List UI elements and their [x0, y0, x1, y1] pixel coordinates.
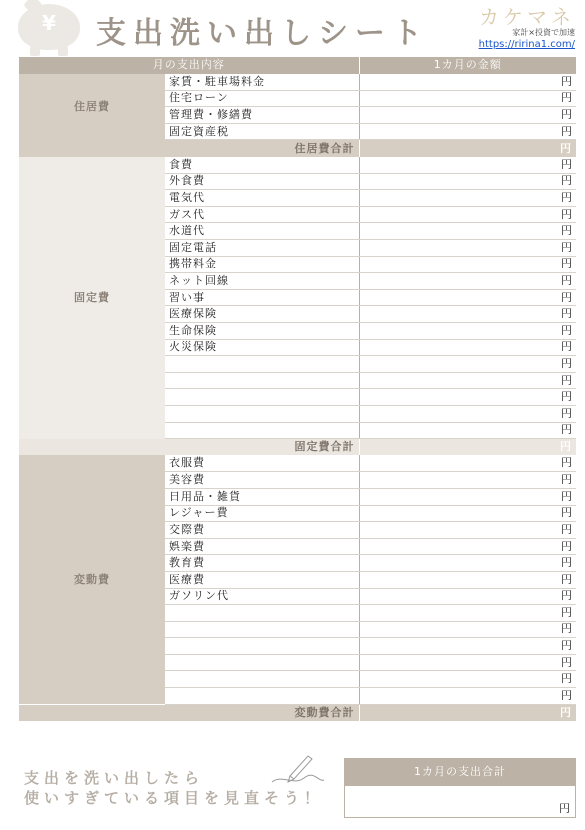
- amount-cell[interactable]: 円: [359, 505, 576, 522]
- expense-item-cell[interactable]: [165, 356, 359, 373]
- subtotal-row: [19, 704, 576, 721]
- expense-item-cell[interactable]: 家賃・駐車場料金: [165, 74, 359, 91]
- expense-item-cell[interactable]: [165, 405, 359, 422]
- expense-item-cell[interactable]: ガソリン代: [165, 588, 359, 605]
- amount-cell[interactable]: 円: [359, 555, 576, 572]
- amount-cell[interactable]: 円: [359, 571, 576, 588]
- category-label: 住居費: [19, 74, 165, 140]
- brand-logo: カケマネ: [479, 5, 575, 29]
- amount-cell[interactable]: 円: [359, 621, 576, 638]
- expense-item-cell[interactable]: [165, 372, 359, 389]
- expense-item-cell[interactable]: [165, 389, 359, 406]
- brand-block: [445, 6, 575, 51]
- amount-cell[interactable]: 円: [359, 356, 576, 373]
- expense-item-cell[interactable]: 固定電話: [165, 240, 359, 257]
- subtotal-label: 変動費合計: [19, 704, 359, 721]
- amount-cell[interactable]: 円: [359, 190, 576, 207]
- expense-item-cell[interactable]: 住宅ローン: [165, 90, 359, 107]
- expense-item-cell[interactable]: [165, 422, 359, 439]
- subtotal-label: 住居費合計: [19, 140, 359, 157]
- amount-cell[interactable]: 円: [359, 123, 576, 140]
- expense-item-cell[interactable]: 習い事: [165, 289, 359, 306]
- amount-cell[interactable]: 円: [359, 223, 576, 240]
- category-label: 固定費: [19, 157, 165, 439]
- amount-cell[interactable]: 円: [359, 488, 576, 505]
- amount-cell[interactable]: 円: [359, 472, 576, 489]
- expense-item-cell[interactable]: 携帯料金: [165, 256, 359, 273]
- piggy-bank-icon: [18, 4, 80, 50]
- expense-item-cell[interactable]: 電気代: [165, 190, 359, 207]
- amount-cell[interactable]: 円: [359, 107, 576, 124]
- column-header-amount: 1カ月の金額: [359, 57, 576, 74]
- expense-item-cell[interactable]: 美容費: [165, 472, 359, 489]
- amount-cell[interactable]: 円: [359, 638, 576, 655]
- expense-item-cell[interactable]: 交際費: [165, 522, 359, 539]
- subtotal-amount[interactable]: 円: [359, 140, 576, 157]
- expense-item-cell[interactable]: 管理費・修繕費: [165, 107, 359, 124]
- page-header: [0, 0, 585, 56]
- expense-item-cell[interactable]: [165, 671, 359, 688]
- expense-item-cell[interactable]: 外食費: [165, 173, 359, 190]
- amount-cell[interactable]: 円: [359, 306, 576, 323]
- monthly-total-box: [344, 758, 576, 818]
- subtotal-label: 固定費合計: [19, 439, 359, 456]
- expense-item-cell[interactable]: 教育費: [165, 555, 359, 572]
- amount-cell[interactable]: 円: [359, 405, 576, 422]
- amount-cell[interactable]: 円: [359, 455, 576, 472]
- expense-item-cell[interactable]: [165, 638, 359, 655]
- expense-row: [19, 157, 576, 174]
- amount-cell[interactable]: 円: [359, 74, 576, 91]
- expense-item-cell[interactable]: 日用品・雑貨: [165, 488, 359, 505]
- amount-cell[interactable]: 円: [359, 688, 576, 705]
- column-header-item: 月の支出内容: [19, 57, 359, 74]
- expense-item-cell[interactable]: 衣服費: [165, 455, 359, 472]
- amount-cell[interactable]: 円: [359, 256, 576, 273]
- expense-item-cell[interactable]: レジャー費: [165, 505, 359, 522]
- expense-item-cell[interactable]: 医療費: [165, 571, 359, 588]
- expense-row: [19, 455, 576, 472]
- subtotal-amount[interactable]: 円: [359, 439, 576, 456]
- brand-link[interactable]: https://ririna1.com/: [478, 39, 575, 50]
- amount-cell[interactable]: 円: [359, 671, 576, 688]
- amount-cell[interactable]: 円: [359, 588, 576, 605]
- expense-item-cell[interactable]: 火災保険: [165, 339, 359, 356]
- subtotal-row: [19, 439, 576, 456]
- expense-item-cell[interactable]: [165, 621, 359, 638]
- pen-writing-icon: [268, 752, 326, 788]
- monthly-total-label: 1カ月の支出合計: [344, 758, 576, 786]
- expense-table-body: [19, 74, 576, 721]
- amount-cell[interactable]: 円: [359, 422, 576, 439]
- amount-cell[interactable]: 円: [359, 339, 576, 356]
- amount-cell[interactable]: 円: [359, 605, 576, 622]
- page-title: 支出洗い出しシート: [96, 16, 429, 51]
- expense-item-cell[interactable]: 医療保険: [165, 306, 359, 323]
- expense-item-cell[interactable]: ガス代: [165, 206, 359, 223]
- amount-cell[interactable]: 円: [359, 90, 576, 107]
- expense-item-cell[interactable]: [165, 654, 359, 671]
- expense-item-cell[interactable]: 固定資産税: [165, 123, 359, 140]
- amount-cell[interactable]: 円: [359, 538, 576, 555]
- expense-item-cell[interactable]: 娯楽費: [165, 538, 359, 555]
- expense-item-cell[interactable]: 生命保険: [165, 323, 359, 340]
- expense-item-cell[interactable]: 水道代: [165, 223, 359, 240]
- subtotal-row: [19, 140, 576, 157]
- amount-cell[interactable]: 円: [359, 372, 576, 389]
- expense-item-cell[interactable]: [165, 688, 359, 705]
- expense-table: [19, 57, 576, 721]
- amount-cell[interactable]: 円: [359, 522, 576, 539]
- amount-cell[interactable]: 円: [359, 173, 576, 190]
- expense-row: [19, 74, 576, 91]
- brand-tagline: 家計×投資で加速: [512, 28, 575, 37]
- expense-item-cell[interactable]: 食費: [165, 157, 359, 174]
- amount-cell[interactable]: 円: [359, 157, 576, 174]
- amount-cell[interactable]: 円: [359, 323, 576, 340]
- amount-cell[interactable]: 円: [359, 654, 576, 671]
- monthly-total-value[interactable]: 円: [344, 786, 576, 818]
- amount-cell[interactable]: 円: [359, 289, 576, 306]
- amount-cell[interactable]: 円: [359, 206, 576, 223]
- amount-cell[interactable]: 円: [359, 240, 576, 257]
- amount-cell[interactable]: 円: [359, 389, 576, 406]
- yen-symbol: ¥: [42, 11, 56, 35]
- slogan-line-1: 支出を洗い出したら: [24, 769, 205, 787]
- amount-cell[interactable]: 円: [359, 273, 576, 290]
- expense-item-cell[interactable]: ネット回線: [165, 273, 359, 290]
- expense-item-cell[interactable]: [165, 605, 359, 622]
- slogan-line-2: 使いすぎている項目を見直そう！: [24, 789, 325, 807]
- subtotal-amount[interactable]: 円: [359, 704, 576, 721]
- category-label: 変動費: [19, 455, 165, 704]
